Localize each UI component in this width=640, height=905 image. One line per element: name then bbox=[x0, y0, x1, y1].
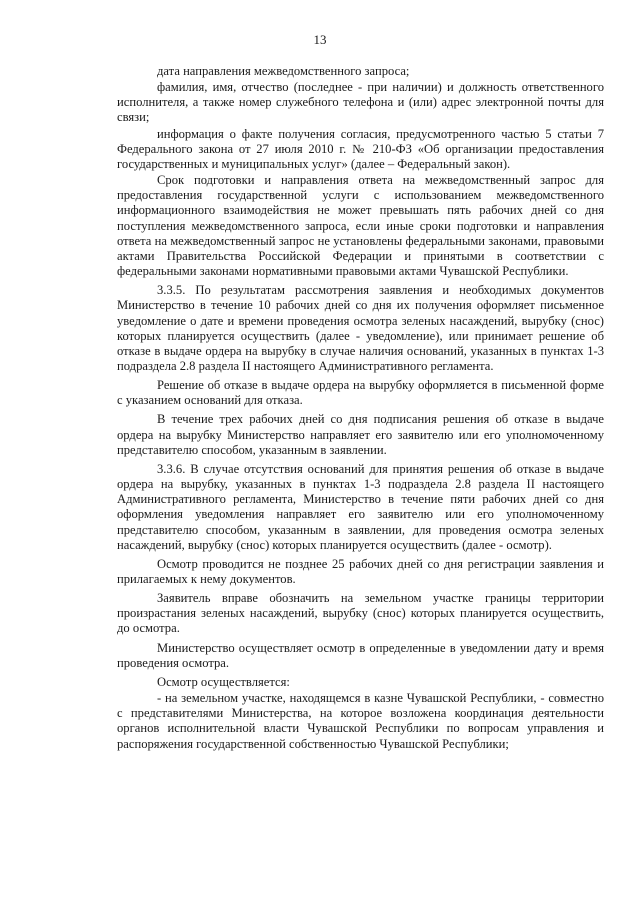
paragraph: В течение трех рабочих дней со дня подписания решения об отказе в выдаче ордера на вырубку Министерство направляет его заявителю или его уполномоченному представителю способом, указанным в заявлении. bbox=[117, 412, 604, 457]
document-body bbox=[117, 64, 604, 752]
paragraph: дата направления межведомственного запроса; bbox=[157, 64, 410, 78]
paragraph: 3.3.6. В случае отсутствия оснований для принятия решения об отказе в выдаче ордера на вырубку, указанных в пунктах 1-3 подраздела 2.8 раздела II настоящего Административного регламента, Министерство в течение пяти рабочих дней со дня оформления уведомления направляет его заявителю или его уполномоченному представителю способом, указанным в заявлении, для проведения осмотра зеленых насаждений, вырубку (снос) которых планируется осуществить (далее - осмотр). bbox=[117, 461, 604, 552]
paragraph: Министерство осуществляет осмотр в определенные в уведомлении дату и время проведения осмотра. bbox=[117, 640, 604, 670]
paragraph: Осмотр проводится не позднее 25 рабочих дней со дня регистрации заявления и прилагаемых к нему документов. bbox=[117, 556, 604, 586]
paragraph: Осмотр осуществляется: bbox=[157, 674, 290, 689]
paragraph: фамилия, имя, отчество (последнее - при наличии) и должность ответственного исполнителя, а также номер служебного телефона и (или) адрес электронной почты для связи; bbox=[117, 80, 604, 125]
paragraph: - на земельном участке, находящемся в казне Чувашской Республики, - совместно с представителями Министерства, на которое возложена координация деятельности органов исполнительной власти Чувашской Республики по вопросам управления и распоряжения государственной собственностью Чувашской Республики; bbox=[117, 691, 604, 751]
page-number: 13 bbox=[313, 32, 327, 47]
paragraph: Срок подготовки и направления ответа на межведомственный запрос для предоставления государственной услуги с использованием межведомственного информационного взаимодействия не может превышать пять рабочих дней со дня поступления межведомственного запроса, если иные сроки подготовки и направления ответа на межведомственный запрос не установлены федеральными законами, правовыми актами Правительства Российской Федерации и принятыми в соответствии с федеральными законами нормативными правовыми актами Чувашской Республики. bbox=[117, 173, 604, 279]
paragraph: информация о факте получения согласия, предусмотренного частью 5 статьи 7 Федерального закона от 27 июля 2010 г. № 210-ФЗ «Об организации предоставления государственных и муниципальных услуг» (далее – Федеральный закон). bbox=[117, 126, 604, 171]
paragraph: 3.3.5. По результатам рассмотрения заявления и необходимых документов Министерство в течение 10 рабочих дней со дня их получения оформляет письменное уведомление о дате и времени проведения осмотра зеленых насаждений, вырубку (снос) которых планируется осуществить (далее - уведомление), или принимает решение об отказе в выдаче ордера на вырубку в случае наличия оснований, указанных в пунктах 1-3 подраздела 2.8 раздела II настоящего Административного регламента. bbox=[117, 283, 604, 373]
paragraph: Заявитель вправе обозначить на земельном участке границы территории произрастания зеленых насаждений, вырубку (снос) которых планируется осуществить, до осмотра. bbox=[117, 591, 604, 636]
paragraph: Решение об отказе в выдаче ордера на вырубку оформляется в письменной форме с указанием оснований для отказа. bbox=[117, 378, 604, 408]
